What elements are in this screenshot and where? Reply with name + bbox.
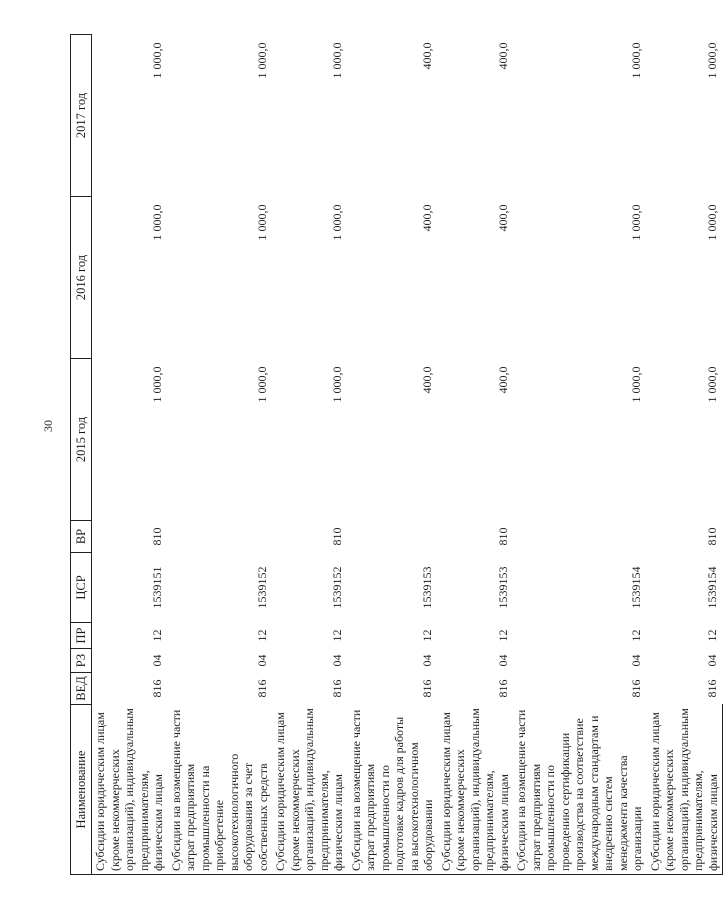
row-2016: 1 000,0 [629,204,643,241]
row-name: Субсидии юридическим лицам (кроме некоммерческих организаций), индивидуальным предпринимателям, физическим лицам [92,705,168,875]
row-2017: 1 000,0 [330,42,344,79]
row-2015: 1 000,0 [254,366,269,403]
header-2016: 2016 год [71,197,92,359]
row-csr: 1539154 [629,566,643,609]
row-2015: 1 000,0 [629,366,643,403]
row-name: Субсидии на возмещение части затрат предприятиям промышленности по подготовке кадров для работы на высокотехнологичном оборудовании [348,705,438,875]
page-number: 30 [41,420,55,432]
row-ved: 816 [254,679,269,698]
row-vr [348,521,438,553]
row-vr: 810 [705,527,719,546]
header-name: Наименование [71,705,92,875]
row-rz: 04 [495,654,510,667]
row-2015: 1 000,0 [330,366,344,403]
row-pr: 12 [495,629,510,642]
header-pr: ПР [71,623,92,649]
row-vr [513,521,647,553]
row-2017: 1 000,0 [150,42,164,79]
row-2016: 400,0 [495,204,510,232]
table-row [438,35,514,875]
row-name: Субсидии юридическим лицам (кроме некоммерческих организаций), индивидуальным предпринимателям, физическим лицам [438,705,514,875]
row-rz: 04 [705,654,719,667]
header-ved: ВЕД [71,673,92,705]
row-ved: 816 [330,679,344,698]
row-2016: 1 000,0 [150,204,164,241]
row-pr: 12 [705,629,719,642]
row-rz: 04 [150,654,164,667]
row-pr: 12 [254,629,269,642]
header-rz: РЗ [71,649,92,673]
row-csr: 1539154 [705,566,719,609]
budget-table [70,34,723,875]
row-name: Субсидии юридическим лицам (кроме некоммерческих организаций), индивидуальным предпринимателям, физическим лицам [647,705,723,875]
header-row [71,35,92,875]
table-row [168,35,273,875]
row-ved: 816 [629,679,643,698]
header-csr: ЦСР [71,553,92,623]
row-2017: 400,0 [420,42,434,70]
row-2015: 400,0 [420,366,434,394]
row-2017: 1 000,0 [705,42,719,79]
row-csr: 1539152 [330,566,344,609]
row-vr: 810 [495,527,510,546]
row-rz: 04 [420,654,434,667]
header-2017: 2017 год [71,35,92,197]
row-rz: 04 [330,654,344,667]
row-vr [168,521,273,553]
row-csr: 1539152 [254,566,269,609]
row-name: Субсидии на возмещение части затрат предприятиям промышленности на приобретение высокотехнологичного оборудования за счет собственных средств [168,705,273,875]
row-2015: 400,0 [495,366,510,394]
row-2016: 1 000,0 [330,204,344,241]
row-csr: 1539153 [495,566,510,609]
row-2015: 1 000,0 [150,366,164,403]
row-2017: 400,0 [495,42,510,70]
row-2017: 1 000,0 [254,42,269,79]
header-2015: 2015 год [71,359,92,521]
row-pr: 12 [420,629,434,642]
row-pr: 12 [330,629,344,642]
row-2016: 1 000,0 [254,204,269,241]
row-2015: 1 000,0 [705,366,719,403]
row-name: Субсидии юридическим лицам (кроме некоммерческих организаций), индивидуальным предпринимателям, физическим лицам [272,705,348,875]
row-ved: 816 [705,679,719,698]
row-ved: 816 [420,679,434,698]
row-rz: 04 [629,654,643,667]
row-pr: 12 [629,629,643,642]
header-vr: ВР [71,521,92,553]
row-2016: 400,0 [420,204,434,232]
row-2016: 1 000,0 [705,204,719,241]
row-vr: 810 [150,527,164,546]
table-row [272,35,348,875]
table-row [348,35,438,875]
row-csr: 1539151 [150,566,164,609]
row-pr: 12 [150,629,164,642]
row-csr: 1539153 [420,566,434,609]
row-ved: 816 [495,679,510,698]
row-vr: 810 [330,527,344,546]
rotated-table-area [70,35,720,875]
table-row [647,35,723,875]
table-row [92,35,168,875]
row-ved: 816 [150,679,164,698]
row-rz: 04 [254,654,269,667]
row-2017: 1 000,0 [629,42,643,79]
row-name: Субсидии на возмещение части затрат предприятиям промышленности по проведению сертификации производства на соответствие международным стандартам и внедрению систем менеджмента качества организации [513,705,647,875]
table-row [513,35,647,875]
